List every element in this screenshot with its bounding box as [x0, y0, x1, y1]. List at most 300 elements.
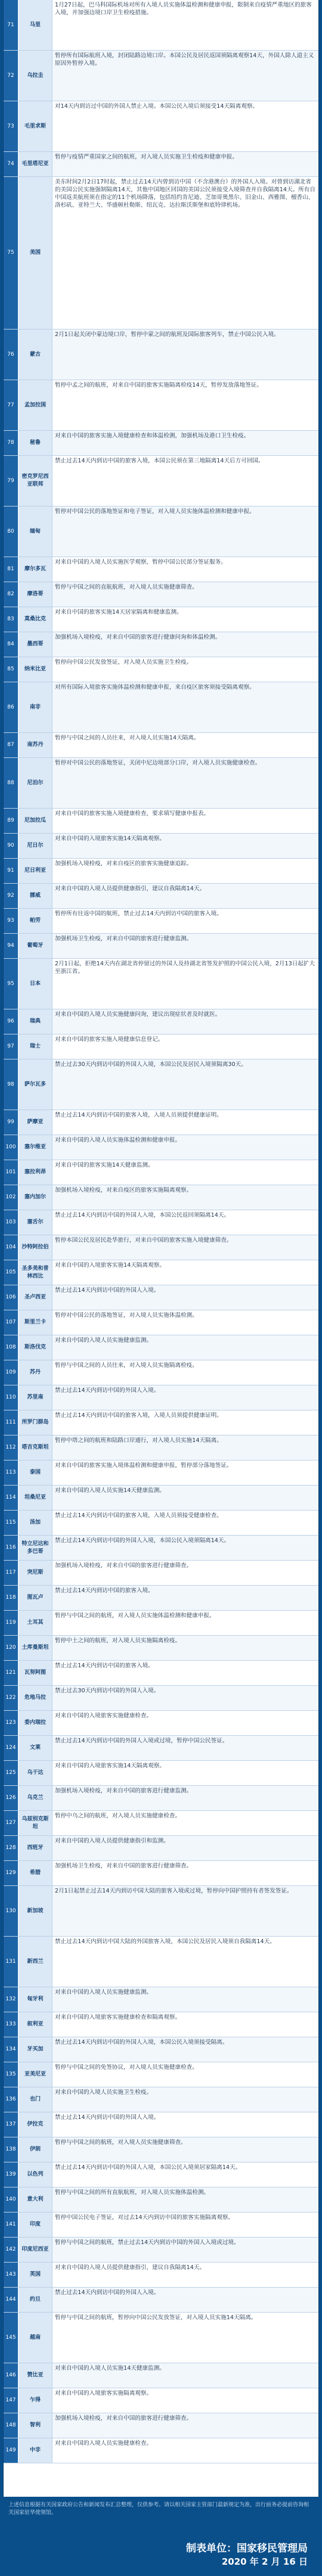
measure-text: 禁止过去14天内到访中国的外国人入境。 [55, 1287, 160, 1294]
row-number: 143 [4, 2263, 18, 2287]
measure-text: 禁止过去30天内到访中国的外国人入境。 [55, 1688, 160, 1694]
country-name: 赞比亚 [18, 2363, 52, 2388]
row-number: 146 [4, 2363, 18, 2388]
row-number: 87 [4, 733, 18, 757]
table-row [4, 1435, 318, 1461]
table-row [4, 2112, 318, 2137]
country-name: 萨摩亚 [18, 1110, 52, 1135]
measure-text: 禁止过去14天内到访中国的旅客入境，入境人员须提供健康证明。 [55, 1112, 222, 1118]
measure-text: 对来自中国的入境旅客实施14天隔离观察。 [55, 1763, 165, 1769]
table-row [4, 1059, 318, 1110]
row-number: 122 [4, 1686, 18, 1710]
country-name: 苏里南 [18, 1385, 52, 1410]
measure-text: 2月1日起关闭中蒙边境口岸，暂停中蒙之间的航班及国际旅客列车，禁止中国公民入境。 [55, 331, 280, 338]
table-row [4, 177, 318, 330]
table-row [4, 0, 318, 51]
table-row [4, 2187, 318, 2213]
country-name: 摩洛哥 [18, 582, 52, 607]
country-name: 塞舌尔 [18, 1210, 52, 1235]
country-name: 也门 [18, 2087, 52, 2112]
table-row [4, 1135, 318, 1160]
country-name: 墨西哥 [18, 632, 52, 657]
table-row [4, 330, 318, 380]
measure-text: 禁止过去14天内到访中国的外国人入境，本国公民返回须隔离14天。 [55, 1212, 230, 1219]
row-number: 75 [4, 177, 18, 329]
row-number: 73 [4, 101, 18, 151]
row-number: 91 [4, 859, 18, 883]
country-name: 塞内加尔 [18, 1185, 52, 1210]
table-row [4, 758, 318, 809]
row-number: 115 [4, 1511, 18, 1535]
row-number: 129 [4, 1861, 18, 1885]
row-number: 130 [4, 1886, 18, 1936]
measure-text: 禁止过去14天内到访中国大陆的外国旅客入境，本国公民及居民入境须自我隔离14天。 [55, 1938, 275, 1945]
measure-text: 禁止过去14天内到访中国的外国人入境，本国公民入境须隔离14天。 [55, 1537, 230, 1544]
table-row [4, 582, 318, 607]
row-number: 149 [4, 2438, 18, 2463]
country-name: 尼泊尔 [18, 758, 52, 808]
measure-text: 对来自中国的入境人员实施健康检查。 [55, 2440, 153, 2447]
table-row [4, 1210, 318, 1235]
country-name: 苏丹 [18, 1360, 52, 1385]
table-row [4, 959, 318, 1009]
measure-text: 对来自中国的入境人员实施14天健康监测。 [55, 1487, 165, 1494]
row-number: 113 [4, 1461, 18, 1485]
table-row [4, 2363, 318, 2388]
table-row [4, 2288, 318, 2313]
measure-text: 禁止过去14天内到访中国的旅客入境，入境人员须接受健康检查。 [55, 1512, 222, 1519]
country-name: 密克罗尼西亚联邦 [18, 456, 52, 506]
measure-text: 暂停与中国之间的航班，禁止过去14天内到访中国的外国人入境或过境。 [55, 2239, 240, 2246]
table-row [4, 1185, 318, 1210]
table-row [4, 884, 318, 909]
country-name: 危地马拉 [18, 1686, 52, 1710]
measure-text: 暂停所有往返中国的航班，禁止过去14天内到访中国的旅客入境。 [55, 911, 222, 917]
table-row [4, 1511, 318, 1536]
measure-text: 暂停对中国公民的落地签证，对入境人员实施体温检测。 [55, 1312, 198, 1319]
measure-text: 对来自中国的入境人员实施健康问询，建议出现症状者及时就医。 [55, 1011, 221, 1018]
table-row [4, 1836, 318, 1861]
measure-text: 暂停与中国之间的直航航班，对入境人员实施健康筛查。 [55, 584, 198, 591]
country-name: 中非 [18, 2438, 52, 2463]
country-name: 塔吉克斯坦 [18, 1435, 52, 1460]
table-row [4, 2012, 318, 2037]
table-row [4, 1586, 318, 1611]
row-number: 126 [4, 1786, 18, 1810]
measure-text: 对来自中国的入境旅客实施14天隔离观察。 [55, 835, 165, 842]
table-row [4, 2162, 318, 2187]
measure-text: 暂停与中国之间的航班，对入境人员实施体温检测和健康申报。 [55, 1612, 215, 1619]
row-number: 136 [4, 2087, 18, 2112]
measure-text: 禁止过去14天内到访中国的外国人入境。 [55, 2114, 160, 2121]
row-number: 131 [4, 1937, 18, 1987]
measure-text: 暂停与中国之间的人员往来，对入境人员实施14天隔离。 [55, 735, 200, 741]
measure-text: 对来自中国的入境人员实施14天健康监测。 [55, 2365, 165, 2372]
country-name: 塞拉利昂 [18, 1160, 52, 1185]
row-number: 116 [4, 1536, 18, 1560]
table-row [4, 2137, 318, 2162]
measure-text: 暂停中土之间的航班，对入境人员实施隔离检疫。 [55, 1637, 181, 1644]
row-number: 77 [4, 380, 18, 430]
country-name: 乌兹别克斯坦 [18, 1811, 52, 1835]
measure-text: 暂停所有国际航班入境，封闭陆路边境口岸。本国公民及居民返国须隔离观察14天，外国人除人道主义原因外暂停入境。 [55, 52, 314, 67]
table-row [4, 101, 318, 152]
measure-text: 对来自中国的入境人员提供健康指引，建议自我隔离14天。 [55, 885, 206, 892]
table-row [4, 1786, 318, 1811]
row-number: 100 [4, 1135, 18, 1160]
country-name: 希腊 [18, 1861, 52, 1885]
table-row [4, 1761, 318, 1786]
measure-text: 禁止过去30天内到访中国的外国人入境，本国公民及居民入境须隔离30天。 [55, 1061, 247, 1068]
row-number: 102 [4, 1185, 18, 1210]
table-row [4, 607, 318, 632]
table-row [4, 934, 318, 959]
row-number: 127 [4, 1811, 18, 1835]
measure-text: 禁止过去14天内到访中国的外国人入境。 [55, 1387, 160, 1394]
table-row [4, 1335, 318, 1360]
measure-text: 对来自中国的入境旅客实施健康检查和隔离观察。 [55, 2014, 181, 2021]
measure-text: 对来自中国的旅客实施14天健康监测。 [55, 1162, 154, 1169]
table-row [4, 557, 318, 582]
country-name: 越南 [18, 2313, 52, 2363]
table-row [4, 1285, 318, 1310]
country-name: 圣多美和普林西比 [18, 1260, 52, 1285]
measure-text: 禁止过去14天内到访中国的旅客入境。 [55, 1663, 154, 1669]
country-name: 匈牙利 [18, 1987, 52, 2012]
measure-text: 加强机场入境检疫，对来自疫区的旅客实施健康追踪。 [55, 860, 193, 867]
table-row [4, 1410, 318, 1435]
country-name: 伊拉克 [18, 2112, 52, 2137]
country-name: 塞尔维亚 [18, 1135, 52, 1160]
table-row [4, 1937, 318, 1987]
table-row [4, 1861, 318, 1886]
measure-text: 禁止过去14天内到访中国的外国人入境，本国公民入境须接受隔离。 [55, 2039, 228, 2046]
row-number: 125 [4, 1761, 18, 1785]
country-name: 摩尔多瓦 [18, 557, 52, 582]
country-name: 葡萄牙 [18, 934, 52, 958]
row-number: 112 [4, 1435, 18, 1460]
measure-text: 2月1日起禁止过去14天内到访中国大陆的旅客入境或过境，暂停向中国护照持有者签发签证。 [55, 1888, 293, 1894]
table-row [4, 632, 318, 657]
issuing-organization: 制表单位：国家移民管理局 [186, 2543, 308, 2555]
country-name: 意大利 [18, 2187, 52, 2212]
row-number: 120 [4, 1636, 18, 1660]
measure-text: 禁止过去14天内到访中国的旅客入境。 [55, 1587, 154, 1594]
row-number: 101 [4, 1160, 18, 1185]
measure-text: 对来自中国的入境旅客实施14天隔离观察。 [55, 1262, 165, 1269]
row-number: 140 [4, 2187, 18, 2212]
measure-text: 对来自中国的入境人员提供健康指引和监测。 [55, 1838, 169, 1844]
measure-text: 加强机场入境检疫，对来自疫区的旅客实施隔离观察。 [55, 1187, 193, 1194]
country-name: 孟加拉国 [18, 380, 52, 430]
country-name: 坦桑尼亚 [18, 1486, 52, 1510]
country-name: 美国 [18, 177, 52, 329]
table-row [4, 51, 318, 101]
row-number: 148 [4, 2413, 18, 2438]
table-row [4, 1561, 318, 1586]
row-number: 84 [4, 632, 18, 657]
measures-table-frame [4, 0, 318, 2497]
country-name: 文莱 [18, 1736, 52, 1760]
row-number: 142 [4, 2238, 18, 2262]
table-row [4, 2313, 318, 2363]
table-row [4, 2238, 318, 2263]
measure-text: 暂停中乌之间的航班，对入境人员实施健康检查。 [55, 1813, 181, 1819]
row-number: 80 [4, 507, 18, 557]
row-number: 141 [4, 2213, 18, 2237]
measure-text: 2月1日起，拒绝14天内在湖北省停留过的外国人及持湖北省签发护照的中国公民入境，2月13日起扩大至浙江省。 [55, 961, 315, 975]
table-row [4, 733, 318, 758]
row-number: 139 [4, 2162, 18, 2187]
row-number: 107 [4, 1310, 18, 1335]
table-row [4, 657, 318, 682]
country-name: 图瓦卢 [18, 1586, 52, 1610]
country-name: 瓦努阿图 [18, 1661, 52, 1685]
country-name: 尼加拉瓜 [18, 809, 52, 833]
row-number: 96 [4, 1009, 18, 1034]
row-number: 111 [4, 1410, 18, 1435]
row-number: 89 [4, 809, 18, 833]
table-row [4, 1310, 318, 1335]
country-name: 乌克兰 [18, 1786, 52, 1810]
measure-text: 对来自中国的入境旅客实施健康检查。 [55, 1713, 153, 1719]
measure-text: 加强机场入境检疫，对来自中国的旅客进行健康筛查。 [55, 1562, 193, 1569]
table-row [4, 1260, 318, 1285]
measure-text: 对来自中国的入境人员实施卫生检疫。 [55, 2089, 153, 2096]
table-row [4, 1636, 318, 1661]
row-number: 72 [4, 51, 18, 101]
measure-text: 暂停对中国公民的落地签证，关闭中尼边境部分口岸，对入境人员实施健康检查。 [55, 760, 261, 766]
country-name: 萨尔瓦多 [18, 1059, 52, 1110]
measure-text: 禁止过去14天内到访中国的外国人入境，本国公民入境须居家隔离14天。 [55, 2164, 242, 2171]
measure-text: 对来自中国的旅客实施入境体温检测和健康申报，暂停部分落地签证。 [55, 1462, 233, 1469]
row-number: 128 [4, 1836, 18, 1860]
country-name: 印度 [18, 2213, 52, 2237]
row-number: 119 [4, 1611, 18, 1635]
row-number: 93 [4, 909, 18, 933]
table-row [4, 1611, 318, 1636]
country-name: 毛里塔尼亚 [18, 152, 52, 176]
table-row [4, 1461, 318, 1486]
table-row [4, 1711, 318, 1736]
measure-text: 对来自中国的旅客实施14天居家隔离和健康监测。 [55, 609, 182, 616]
country-name: 斯里兰卡 [18, 1310, 52, 1335]
row-number: 133 [4, 2012, 18, 2037]
country-name: 乌拉圭 [18, 51, 52, 101]
country-name: 乍得 [18, 2388, 52, 2413]
measure-text: 禁止过去14天内到访中国的旅客入境，入境人员须提供健康证明。 [55, 1412, 222, 1419]
measure-text: 暂停与中国之间的航班，暂停向中国公民发放签证，对入境人员实施14天隔离。 [55, 2314, 257, 2321]
country-name: 瑞士 [18, 1034, 52, 1059]
measure-text: 对来自中国的入境人员实施健康监测。 [55, 1337, 153, 1344]
country-name: 马里 [18, 0, 52, 50]
measure-text: 1月27日起，巴马科国际机场对所有入境人员实施体温检测和健康申报，限制来自疫情严重地区的旅客入境，并加强边境口岸卫生检疫措施。 [55, 2, 312, 16]
country-name: 圣卢西亚 [18, 1285, 52, 1310]
row-number: 114 [4, 1486, 18, 1510]
row-number: 134 [4, 2037, 18, 2062]
country-name: 所罗门群岛 [18, 1410, 52, 1435]
row-number: 81 [4, 557, 18, 582]
table-row [4, 909, 318, 934]
table-row [4, 1886, 318, 1937]
footer [0, 2497, 322, 2576]
table-row [4, 2413, 318, 2438]
table-row [4, 1110, 318, 1135]
measure-text: 暂停与中国之间的航班，对入境人员实施健康筛查。 [55, 2139, 187, 2146]
measure-text: 对来自中国的旅客实施入境健康检查和体温检测，加强机场及港口卫生检疫。 [55, 433, 250, 439]
country-name: 尼日尔 [18, 834, 52, 858]
measure-text: 对14天内到访过中国的外国人禁止入境。本国公民入境后须接受14天隔离观察。 [55, 103, 259, 110]
measure-text: 暂停中孟之间的航班，对来自中国的旅客实施隔离检疫14天，暂停发放落地签证。 [55, 382, 262, 389]
country-name: 缅甸 [18, 507, 52, 557]
row-number: 92 [4, 884, 18, 908]
table-row [4, 2062, 318, 2087]
row-number: 71 [4, 0, 18, 50]
country-name: 新加坡 [18, 1886, 52, 1936]
row-number: 123 [4, 1711, 18, 1735]
row-number: 124 [4, 1736, 18, 1760]
row-number: 97 [4, 1034, 18, 1059]
table-row [4, 1486, 318, 1511]
table-row [4, 2388, 318, 2413]
row-number: 147 [4, 2388, 18, 2413]
measure-text: 暂停对中国公民的落地签证和电子签证，对入境人员实施体温检测和健康申报。 [55, 508, 255, 515]
table-row [4, 2263, 318, 2288]
row-number: 135 [4, 2062, 18, 2087]
table-row [4, 834, 318, 859]
country-name: 土耳其 [18, 1611, 52, 1635]
table-row [4, 2087, 318, 2112]
table-row [4, 2213, 318, 2238]
measure-text: 暂停与中国之间的所有直航航班，对入境人员实施体温检测。 [55, 2189, 210, 2196]
table-row [4, 456, 318, 507]
country-name: 挪威 [18, 884, 52, 908]
row-number: 82 [4, 582, 18, 607]
row-number: 94 [4, 934, 18, 958]
row-number: 106 [4, 1285, 18, 1310]
row-number: 90 [4, 834, 18, 858]
table-row [4, 152, 318, 177]
measure-text: 禁止过去14天内到访中国的外国人入境或过境，暂停中国公民签证。 [55, 1738, 228, 1744]
measure-text: 对来自中国的入境人员实施医学观察，暂停中国公民部分签证服务。 [55, 559, 227, 565]
row-number: 85 [4, 657, 18, 682]
table-row [4, 380, 318, 431]
country-name: 叙利亚 [18, 2012, 52, 2037]
country-name: 沙特阿拉伯 [18, 1235, 52, 1260]
row-number: 78 [4, 431, 18, 455]
table-row [4, 1034, 318, 1059]
country-name: 莫桑比克 [18, 607, 52, 632]
row-number: 95 [4, 959, 18, 1009]
country-name: 南苏丹 [18, 733, 52, 757]
country-name: 约旦 [18, 2288, 52, 2312]
country-name: 亚美尼亚 [18, 2062, 52, 2087]
table-row [4, 1360, 318, 1385]
table-row [4, 859, 318, 884]
row-number: 110 [4, 1385, 18, 1410]
row-number: 132 [4, 1987, 18, 2012]
country-name: 乌干达 [18, 1761, 52, 1785]
row-number: 105 [4, 1260, 18, 1285]
row-number: 76 [4, 330, 18, 380]
measure-text: 暂停与中国之间的免签协议，对入境人员实施健康检查。 [55, 2064, 198, 2071]
row-number: 98 [4, 1059, 18, 1110]
row-number: 137 [4, 2112, 18, 2137]
measure-text: 对所有国际入境旅客实施体温检测和健康申报，来自疫区旅客须接受隔离观察。 [55, 684, 255, 691]
footer-note: 上述信息根据有关国家政府公告和新闻发布汇总整理，仅供参考。请以相关国家主管部门最新规定为准，出行前务必提前咨询相关国家驻华使领馆。 [8, 2502, 309, 2516]
measure-text: 加强机场卫生检疫，对来自中国的旅客进行健康监测。 [55, 936, 193, 942]
measure-text: 暂停中塔之间的航班和陆路口岸通行，对入境人员实施14天隔离。 [55, 1437, 222, 1444]
table-row [4, 2438, 318, 2463]
country-name: 蒙古 [18, 330, 52, 380]
row-number: 138 [4, 2137, 18, 2162]
table-row [4, 1811, 318, 1836]
measure-text: 加强机场入境检疫，对来自中国的旅客进行健康监测。 [55, 1788, 193, 1794]
country-name: 新西兰 [18, 1937, 52, 1987]
measure-text: 加强机场入境检疫，对来自中国的旅客进行健康筛查。 [55, 2415, 193, 2422]
country-name: 秘鲁 [18, 431, 52, 455]
country-name: 土库曼斯坦 [18, 1636, 52, 1660]
country-name: 以色列 [18, 2162, 52, 2187]
row-number: 108 [4, 1335, 18, 1360]
measure-text: 暂停与中国之间的人员往来，对入境人员实施隔离检疫。 [55, 1362, 198, 1369]
table-row [4, 809, 318, 834]
country-name: 汤加 [18, 1511, 52, 1535]
issue-date: 2020 年 2 月 16 日 [221, 2556, 308, 2567]
country-name: 牙买加 [18, 2037, 52, 2062]
table-row [4, 1686, 318, 1711]
country-name: 帕劳 [18, 909, 52, 933]
country-name: 英国 [18, 2263, 52, 2287]
table-row [4, 1736, 318, 1761]
row-number: 109 [4, 1360, 18, 1385]
row-number: 103 [4, 1210, 18, 1235]
row-number: 83 [4, 607, 18, 632]
table-row [4, 1235, 318, 1260]
country-name: 瑞典 [18, 1009, 52, 1034]
row-number: 144 [4, 2288, 18, 2312]
measure-text: 对来自中国的旅客实施入境健康检查，要求填写健康申报表。 [55, 810, 210, 817]
measure-text: 对来自中国的入境人员实施体温检测和健康申报。 [55, 1137, 181, 1143]
row-number: 74 [4, 152, 18, 176]
measure-text: 禁止过去14天内到访中国的旅客入境，本国公民须在第三地隔离14天后方可回国。 [55, 458, 264, 464]
row-number: 88 [4, 758, 18, 808]
measure-text: 对来自中国的旅客实施入境健康信息登记。 [55, 1036, 164, 1043]
country-name: 特立尼达和多巴哥 [18, 1536, 52, 1560]
row-number: 99 [4, 1110, 18, 1135]
table-row [4, 507, 318, 557]
table-row [4, 1987, 318, 2012]
table-row [4, 1009, 318, 1034]
table-row [4, 2037, 318, 2062]
country-name: 委内瑞拉 [18, 1711, 52, 1735]
table-row [4, 431, 318, 456]
country-name: 伊朗 [18, 2137, 52, 2162]
country-name: 纳米比亚 [18, 657, 52, 682]
measure-text: 加强机场入境检疫，对来自中国的旅客进行健康问询和体温检测。 [55, 634, 221, 641]
measure-text: 对来自中国的入境旅客实施隔离观察。 [55, 2390, 153, 2397]
row-number: 118 [4, 1586, 18, 1610]
country-name: 印度尼西亚 [18, 2238, 52, 2262]
country-name: 南非 [18, 682, 52, 732]
row-number: 86 [4, 682, 18, 732]
measure-text: 暂停向中国公民发放签证，对入境人员实施卫生检疫。 [55, 659, 193, 666]
table-row [4, 1385, 318, 1410]
measure-text: 美东时间2月2日17时起，禁止过去14天内曾到访中国（不含港澳台）的外国人入境。对曾到访湖北省的美国公民实施强制隔离14天，其他中国地区回国的美国公民须接受入境筛查并自我隔离14天。所有自中国返美航班须在指定的11个机场降落，包括纽约肯尼迪、芝加哥奥黑尔、旧金山、西雅图、檀香山、洛杉矶、亚特兰大、华盛顿杜勒斯、纽瓦克、达拉斯沃斯堡和底特律机场。 [55, 179, 315, 209]
table-row [4, 682, 318, 733]
country-name: 泰国 [18, 1461, 52, 1485]
country-name: 毛里求斯 [18, 101, 52, 151]
